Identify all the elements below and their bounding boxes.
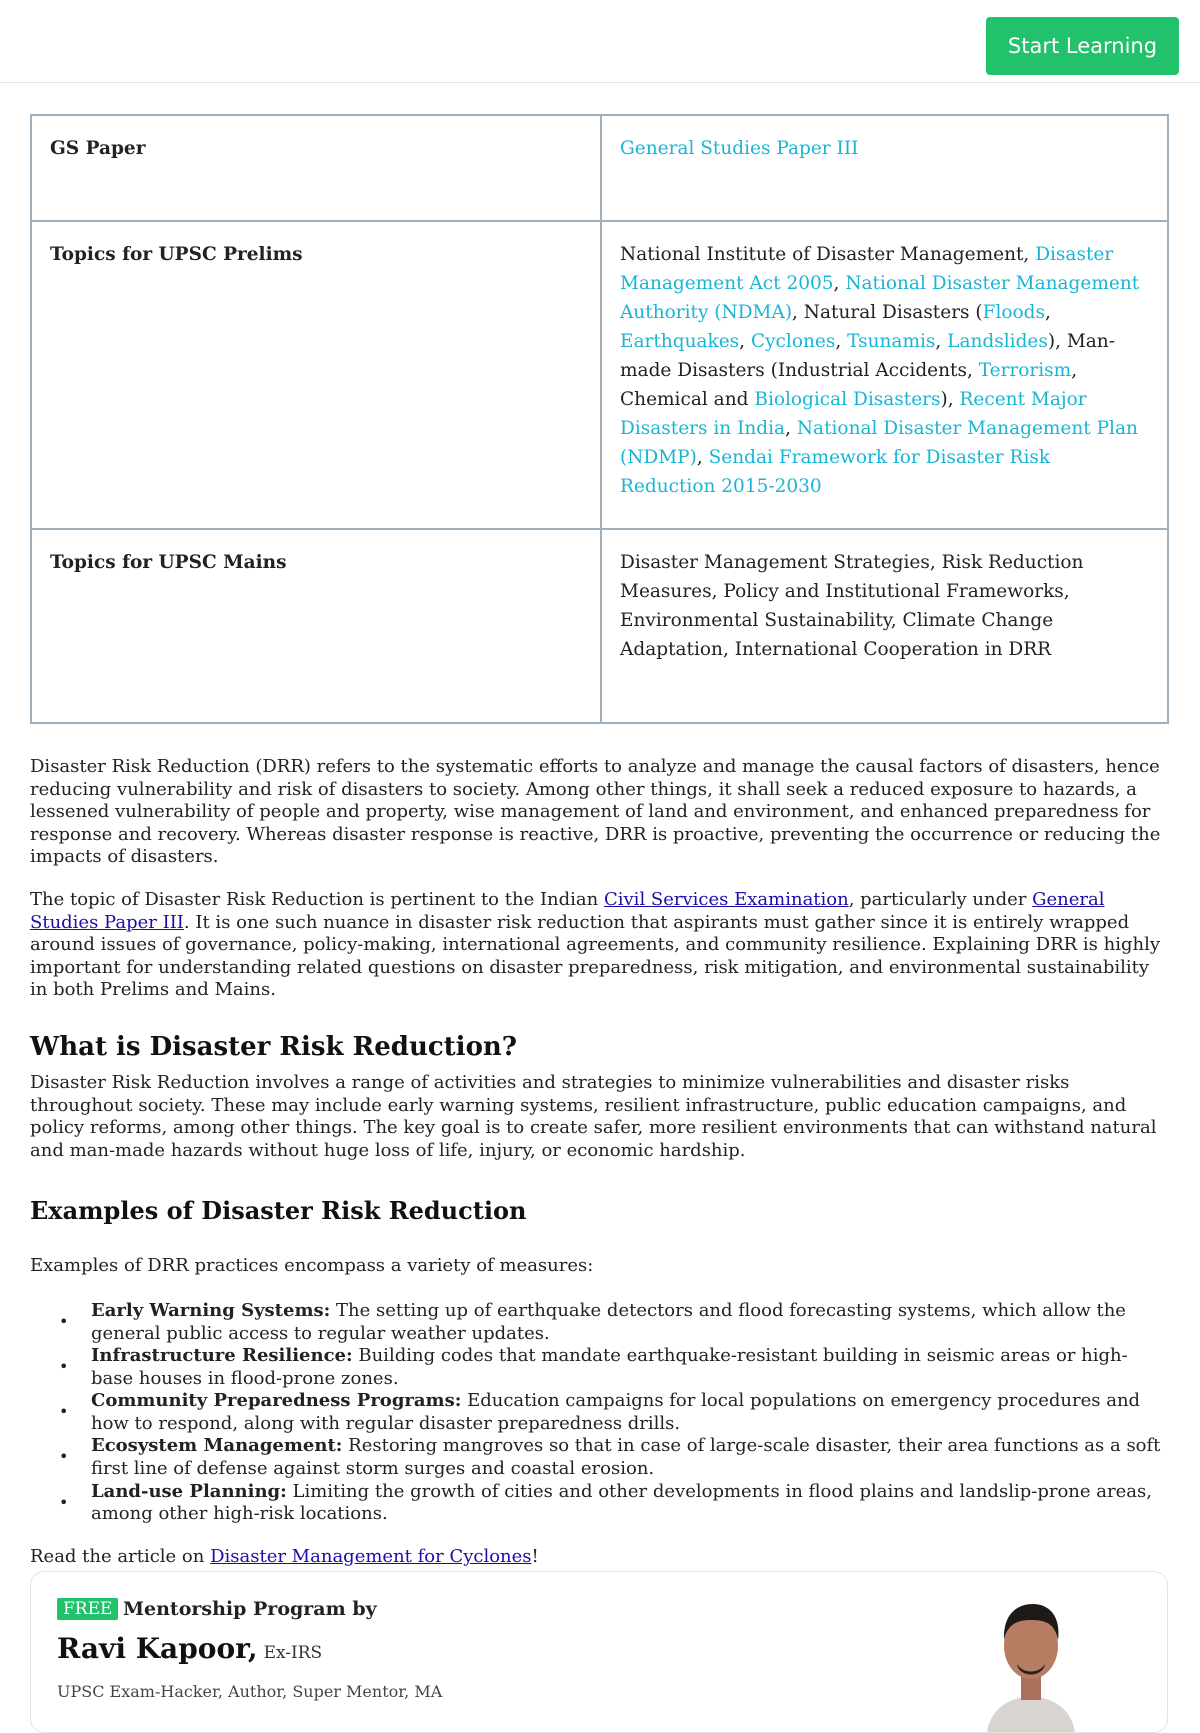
start-learning-button[interactable]: Start Learning xyxy=(986,17,1179,75)
list-item xyxy=(91,1435,1169,1480)
section-heading-examples: Examples of Disaster Risk Reduction xyxy=(30,1196,527,1226)
item-term: Land-use Planning: xyxy=(91,1480,287,1502)
text: National Institute of Disaster Management, xyxy=(620,244,1036,265)
table-row xyxy=(31,115,1168,221)
item-text: Limiting the growth of cities and other developments in flood plains and landslip-prone areas, among other high-risk locations. xyxy=(91,1480,1152,1525)
topic-link-tsunamis[interactable]: Tsunamis xyxy=(847,331,936,352)
what-is-drr-paragraph: Disaster Risk Reduction involves a range of activities and strategies to minimize vulnerabilities and disaster risks throughout society. These may include early warning systems, resilient infrastructure, public education campaigns, and policy reforms, among other things. The key goal is to create safer, more resilient environments that can withstand natural and man-made hazards without huge loss of life, injury, or economic hardship. xyxy=(30,1071,1157,1161)
text: , xyxy=(835,331,848,352)
item-text: Restoring mangroves so that in case of large-scale disaster, their area functions as a soft first line of defense against storm surges and coastal erosion. xyxy=(91,1435,1161,1480)
list-item xyxy=(91,1300,1169,1345)
text: ), xyxy=(940,389,960,410)
item-term: Ecosystem Management: xyxy=(91,1435,343,1457)
read-article-line xyxy=(30,1546,1169,1569)
table-value-prelims xyxy=(601,221,1168,529)
syllabus-table xyxy=(30,114,1169,724)
civil-services-link[interactable]: Civil Services Examination xyxy=(603,888,849,910)
text: , xyxy=(833,273,846,294)
relevance-paragraph xyxy=(30,889,1169,1002)
list-item xyxy=(91,1390,1169,1435)
topic-link-sendai[interactable]: Sendai Framework for Disaster Risk Reduction 2015-2030 xyxy=(620,447,1051,497)
table-key-prelims: Topics for UPSC Prelims xyxy=(31,221,601,529)
text: , Natural Disasters ( xyxy=(792,302,983,323)
text: . It is one such nuance in disaster risk reduction that aspirants must gather since it is entirely wrapped around issues of governance, policy-making, international agreements, and community resilience. Explaining DRR is highly important for understanding related questions on disaster preparedness, risk mitigation, and environmental sustainability in both Prelims and Mains. xyxy=(30,911,1161,1001)
topic-link-recent-disasters[interactable]: Recent Major Disasters in India xyxy=(620,389,1087,439)
table-key-gs-paper: GS Paper xyxy=(31,115,601,221)
free-badge: FREE xyxy=(57,1598,118,1620)
text: ), Man-made Disasters (Industrial Accidents, xyxy=(620,331,1115,381)
article-content xyxy=(30,114,1169,1568)
text: , xyxy=(935,331,948,352)
gs-paper-3-link[interactable]: General Studies Paper III xyxy=(30,888,1105,933)
item-term: Early Warning Systems: xyxy=(91,1299,331,1321)
text: , xyxy=(696,447,709,468)
text: , particularly under xyxy=(848,888,1033,910)
text: , xyxy=(785,418,797,439)
item-text: The setting up of earthquake detectors and flood forecasting systems, which allow the general public access to regular weather updates. xyxy=(91,1299,1126,1344)
text: The topic of Disaster Risk Reduction is pertinent to the Indian xyxy=(30,888,604,910)
cyclones-article-link[interactable]: Disaster Management for Cyclones xyxy=(210,1545,532,1567)
item-text: Building codes that mandate earthquake-resistant building in seismic areas or high-base houses in flood-prone zones. xyxy=(91,1345,1128,1389)
program-label: Mentorship Program by xyxy=(123,1598,377,1620)
table-row xyxy=(31,529,1168,723)
text: , xyxy=(739,331,751,352)
mentor-title: Ex-IRS xyxy=(263,1643,323,1663)
list-item xyxy=(91,1481,1169,1526)
item-term: Community Preparedness Programs: xyxy=(91,1390,462,1412)
topic-link-terrorism[interactable]: Terrorism xyxy=(978,360,1072,381)
text: , xyxy=(1045,302,1051,323)
examples-list xyxy=(30,1300,1169,1526)
topic-link-ndma[interactable]: National Disaster Management Authority (NDMA) xyxy=(620,273,1140,323)
topic-link-cyclones[interactable]: Cyclones xyxy=(750,331,836,352)
topic-link-earthquakes[interactable]: Earthquakes xyxy=(620,331,740,352)
mentor-subtitle: UPSC Exam-Hacker, Author, Super Mentor, MA xyxy=(57,1682,443,1701)
examples-intro: Examples of DRR practices encompass a variety of measures: xyxy=(30,1255,594,1277)
text: Read the article on xyxy=(30,1545,211,1567)
mentor-avatar xyxy=(983,1588,1079,1732)
intro-paragraph: Disaster Risk Reduction (DRR) refers to the systematic efforts to analyze and manage the causal factors of disasters, hence reducing vulnerability and risk of disasters to society. Among other things, it shall seek a reduced exposure to hazards, a lessened vulnerability of people and property, wise management of land and environment, and enhanced preparedness for response and recovery. Whereas disaster response is reactive, DRR is proactive, preventing the occurrence or reducing the impacts of disasters. xyxy=(30,756,1161,868)
topic-link-landslides[interactable]: Landslides xyxy=(947,331,1048,352)
text: , Chemical and xyxy=(620,360,1078,410)
list-item xyxy=(91,1345,1169,1390)
text: ! xyxy=(531,1545,539,1567)
table-value-gs-paper xyxy=(601,115,1168,221)
table-key-mains: Topics for UPSC Mains xyxy=(31,529,601,723)
topic-link-ndmp[interactable]: National Disaster Management Plan (NDMP) xyxy=(620,418,1138,468)
table-value-mains: Disaster Management Strategies, Risk Reduction Measures, Policy and Institutional Frameworks, Environmental Sustainability, Climate Change Adaptation, International Cooperation in DRR xyxy=(601,529,1168,723)
top-bar xyxy=(0,0,1200,83)
topic-link-biological[interactable]: Biological Disasters xyxy=(754,389,941,410)
item-text: Education campaigns for local populations on emergency procedures and how to respond, along with regular disaster preparedness drills. xyxy=(91,1390,1141,1434)
topic-link-floods[interactable]: Floods xyxy=(982,302,1046,323)
table-row xyxy=(31,221,1168,529)
topic-link-dm-act[interactable]: Disaster Management Act 2005 xyxy=(620,244,1114,294)
mentorship-card[interactable] xyxy=(30,1571,1168,1733)
gs-paper-link[interactable]: General Studies Paper III xyxy=(620,138,859,159)
mentor-name: Ravi Kapoor, xyxy=(57,1632,258,1665)
section-heading-what-is-drr: What is Disaster Risk Reduction? xyxy=(30,1031,518,1062)
mentor-name-line xyxy=(57,1632,322,1665)
item-term: Infrastructure Resilience: xyxy=(91,1345,353,1367)
